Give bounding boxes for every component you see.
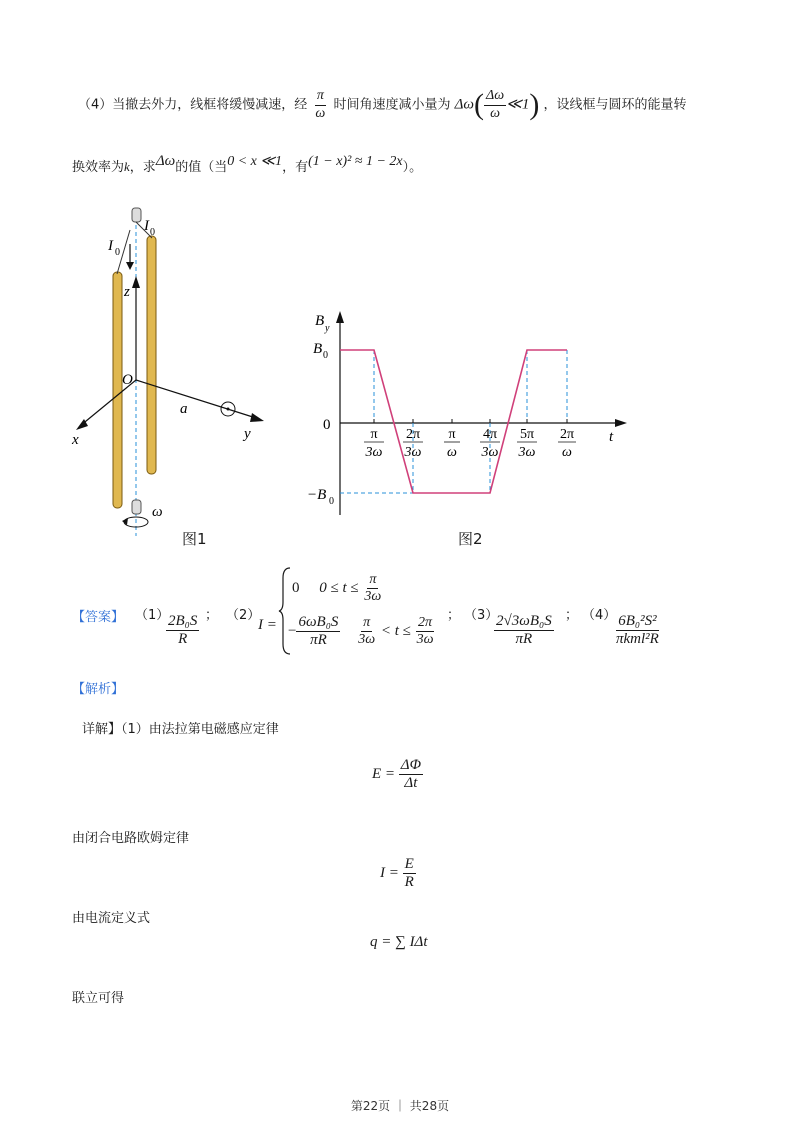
detail-heading: 详解】（1）由法拉第电磁感应定律: [82, 722, 279, 737]
svg-text:I: I: [144, 218, 149, 234]
y-axis-arrow-icon: [250, 413, 264, 422]
svg-text:B: B: [315, 313, 325, 329]
figure-1-caption: 图1: [182, 530, 207, 548]
current-arrow-down-icon: [126, 262, 134, 270]
svg-text:x: x: [72, 432, 79, 448]
equation-charge: q = ∑ IΔt: [370, 934, 428, 950]
svg-text:3ω: 3ω: [365, 445, 383, 460]
left-rod: [113, 272, 122, 508]
bottom-terminal: [132, 500, 141, 514]
svg-text:π: π: [448, 427, 456, 442]
svg-text:3ω: 3ω: [481, 445, 499, 460]
svg-text:0: 0: [323, 417, 331, 433]
svg-text:0: 0: [150, 227, 155, 238]
svg-text:ω: ω: [562, 445, 572, 460]
z-axis-arrow-icon: [132, 276, 140, 288]
top-terminal: [132, 208, 141, 222]
svg-text:−B: −B: [307, 487, 327, 503]
svg-text:0: 0: [329, 496, 334, 507]
equation-faraday: E = $\frac{\Delta\Phi}{\Delta t}$: [372, 757, 422, 792]
detail-text-current: 由电流定义式: [72, 911, 151, 926]
delta-omega-ratio: $\frac{\Delta\omega}{\omega}$: [486, 88, 505, 121]
svg-text:B: B: [313, 341, 323, 357]
svg-text:0: 0: [115, 247, 120, 258]
piecewise-case-1: 0 0 ≤ t ≤ $\frac{\pi}{3\omega}$: [292, 572, 382, 605]
svg-text:π: π: [370, 427, 378, 442]
piecewise-case-2: − $\frac{\text{6ωB₀S}}{\pi R}$ $\frac{\pi}{3\omega}$ < t ≤ $\frac{2\pi}{3\omega}$: [288, 614, 434, 649]
analysis-label: 【解析】: [72, 682, 125, 697]
svg-text:2π: 2π: [559, 427, 575, 442]
answer-1: $\frac{\text{2B₀S}}{R}$: [168, 613, 198, 648]
svg-text:ω: ω: [447, 445, 457, 460]
pi-over-omega: $\frac{\pi}{\omega}$: [315, 88, 326, 121]
svg-text:t: t: [609, 429, 614, 445]
question-text-line1: （4）当撤去外力，线框将缓慢减速，经 $\frac{\pi}{\omega}$ 时间角速度减小量为 Δω( $\frac{\Delta\omega}{\omega}$ ≪1) ，设线框与圆环的能量转: [78, 88, 687, 121]
svg-text:z: z: [124, 284, 130, 300]
equation-ohm: I = $\frac{E}{R}$: [380, 856, 414, 891]
svg-text:2π: 2π: [405, 427, 421, 442]
figure-2-graph: [305, 305, 635, 525]
answer-3: $\frac{\text{2√3ωB₀S}}{\pi R}$: [496, 613, 552, 648]
svg-text:3ω: 3ω: [404, 445, 422, 460]
detail-text-ohm: 由闭合电路欧姆定律: [72, 831, 190, 846]
question-text-line2: 换效率为k，求Δω的值（当0 < x ≪1，有(1 − x)² ≈ 1 − 2x）。: [72, 153, 423, 175]
svg-text:a: a: [180, 401, 188, 417]
graph-y-axis-arrow-icon: [336, 311, 344, 323]
detail-text-combine: 联立可得: [72, 991, 125, 1006]
svg-text:I: I: [108, 238, 113, 254]
answer-label: 【答案】: [72, 610, 125, 625]
svg-text:5π: 5π: [519, 427, 535, 442]
page-footer: 第22页 ｜ 共28页: [350, 1099, 450, 1113]
figure-2-caption: 图2: [458, 530, 483, 548]
svg-text:ω: ω: [152, 504, 163, 520]
figure-1-diagram: [60, 200, 290, 555]
svg-text:0: 0: [323, 350, 328, 361]
graph-t-axis-arrow-icon: [615, 419, 627, 427]
svg-text:4π: 4π: [482, 427, 498, 442]
answer-4: $\frac{\text{6B₀²S²}}{\text{πkml²R}}$: [616, 613, 659, 648]
svg-text:y: y: [325, 323, 330, 334]
svg-text:O: O: [122, 372, 133, 388]
right-rod: [147, 236, 156, 474]
svg-text:y: y: [244, 426, 251, 442]
svg-text:3ω: 3ω: [518, 445, 536, 460]
